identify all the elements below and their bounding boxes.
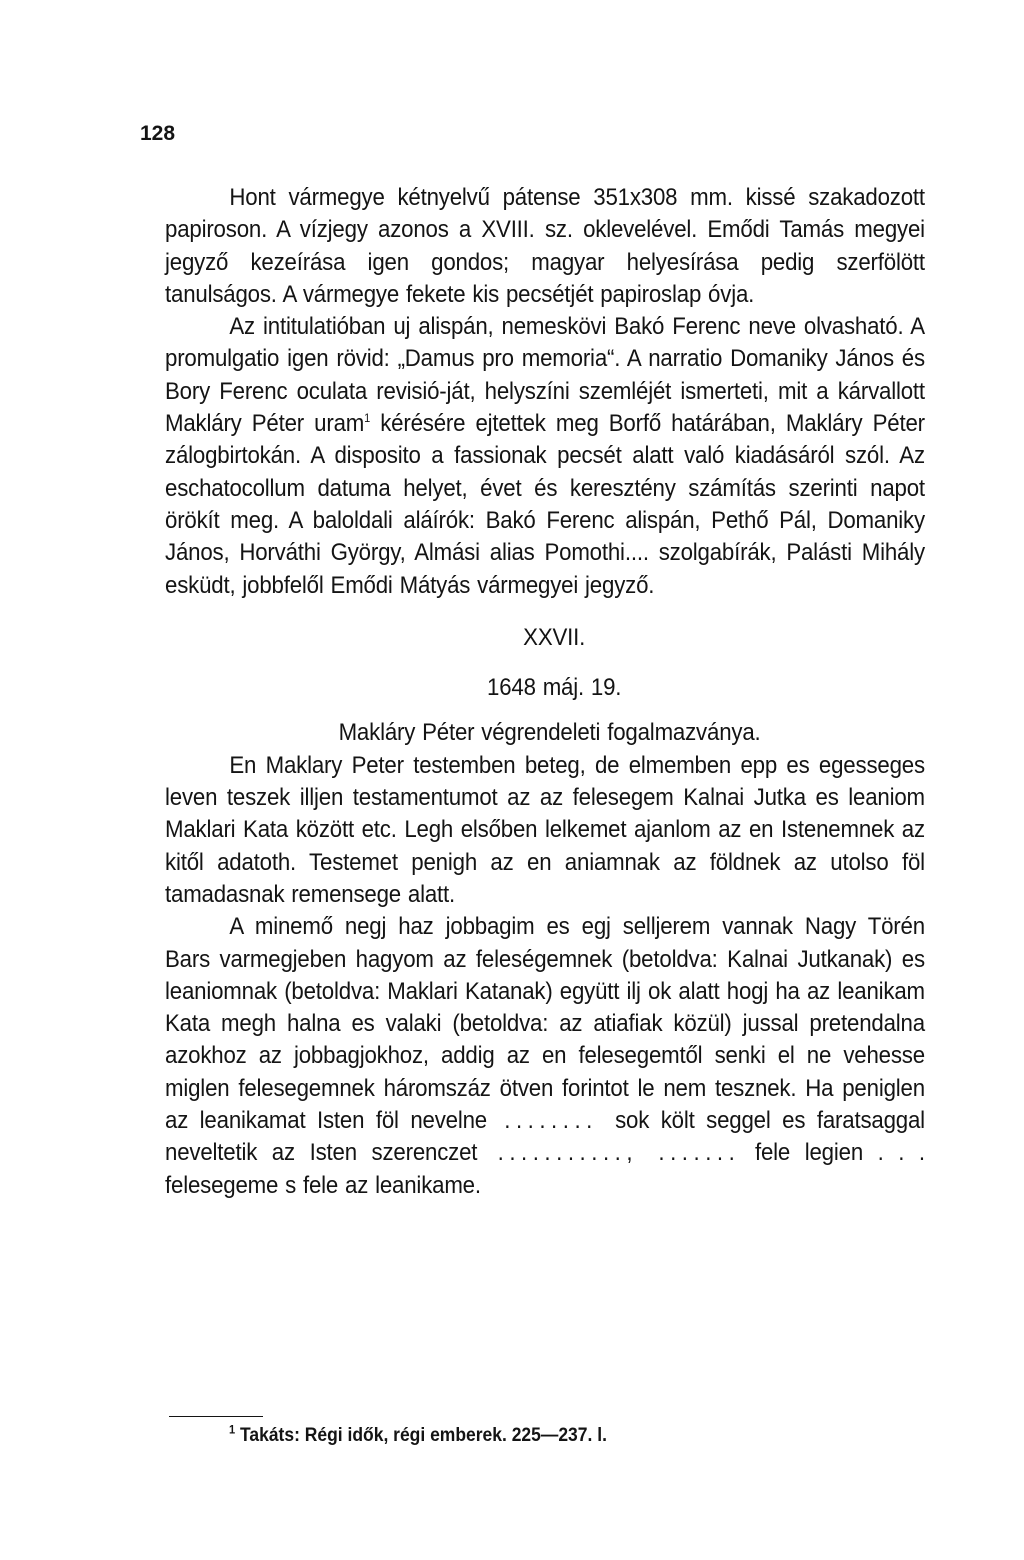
testament-body-part3: fele legien . . . felesegeme s fele az leanikame. bbox=[165, 1139, 925, 1199]
paragraph-description: Hont vármegye kétnyelvű pátense 351x308 mm. kissé szakadozott papiroson. A vízjegy azonos a XVIII. sz. oklevelével. Emődi Tamás megyei jegyző kezeírása igen gondos; magyar helyesírása pedig szerfölött tanulságos. A vármegye fekete kis pecsétjét papiroslap óvja. bbox=[165, 184, 925, 308]
footnote bbox=[229, 1422, 607, 1447]
testament-body-part2: sok költ seggel es faratsaggal neveltetik az Isten szerenczet bbox=[165, 1107, 925, 1167]
paragraph-testament-intro: En Maklary Peter testemben beteg, de elmemben epp es egesseges leven teszek illjen testamentumot az az felesegem Kalnai Jutka es leaniom Maklari Kata között etc. Legh elsőben lelkemet ajanlom az en Istenemnek az kitől adatoth. Testemet penigh az en aniamnak az földnek az utolso föl tamadasnak remensege alatt. bbox=[165, 751, 925, 908]
body-text bbox=[165, 182, 925, 1202]
document-page bbox=[165, 120, 925, 1540]
paragraph-analysis-part2: kérésére ejtettek meg Borfő határában, Makláry Péter zálogbirtokán. A disposito a fassionak pecsét alatt való kiadásáról szól. Az eschatocollum datuma helyet, évet és keresztény számítás szerinti napot örökít meg. A baloldali aláírók: Bakó Ferenc alispán, Pethő Pál, Domaniky János, Horváthi György, Almási alias Pomothi.... szolgabírák, Palásti Mihály esküdt, jobbfelől Emődi Mátyás vármegyei jegyző. bbox=[165, 410, 925, 599]
footnote-divider bbox=[169, 1416, 263, 1417]
section-number: XXVII. bbox=[523, 623, 586, 651]
ellipsis-dots-1: ........ bbox=[487, 1107, 616, 1135]
section-title: Makláry Péter végrendeleti fogalmazványa. bbox=[338, 719, 761, 747]
testament-body-part1: A minemő negj haz jobbagim es egj selljerem vannak Nagy Törén Bars varmegjeben hagyom az feleségemnek (betoldva: Kalnai Jutkanak) es leaniomnak (betoldva: Maklari Katanak) együtt ilj ok alatt hogj ha az leanikam Kata megh halna es valaki (betoldva: az atiafiak közül) jussal pretendalna azokhoz az jobbagjokhoz, addig az en felesegemtől senki el ne vehesse miglen felesegemnek háromszáz ötven forintot le nem tesznek. Ha peniglen az leanikamat Isten föl nevelne bbox=[165, 913, 925, 1135]
section-date: 1648 máj. 19. bbox=[487, 674, 622, 702]
footnote-reference: 1 bbox=[364, 411, 371, 426]
page-number: 128 bbox=[140, 122, 176, 145]
footnote-marker: 1 bbox=[229, 1422, 236, 1437]
paragraph-analysis bbox=[165, 311, 925, 602]
footnote-text: Takáts: Régi idők, régi emberek. 225—237. l. bbox=[235, 1425, 607, 1446]
ellipsis-dots-2: ..........., bbox=[477, 1139, 659, 1167]
ellipsis-dots-3: ....... bbox=[658, 1139, 741, 1167]
paragraph-analysis-part1: Az intitulatióban uj alispán, nemeskövi Bakó Ferenc neve olvasható. A promulgatio igen rövid: „Damus pro memoria“. A narratio Domaniky János és Bory Ferenc oculata revisió-ját, helyszíni szemléjét ismerteti, mit a kárvallott Makláry Péter uram bbox=[165, 313, 925, 438]
paragraph-testament-body bbox=[165, 911, 925, 1202]
